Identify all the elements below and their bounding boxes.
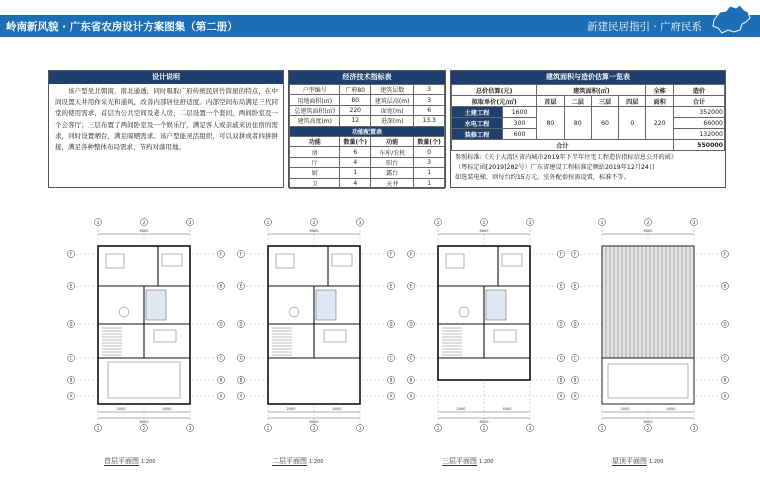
note-line: （粤标定函[2019]282号）广东省建设工程标准定额站2019年12月24日	[455, 164, 656, 171]
axis-label: A	[219, 393, 223, 399]
note-line: 如选装电梯，则每台约15万元。室外配套按需设置，标准不等。	[455, 174, 630, 181]
cell: 水电工程	[452, 118, 503, 129]
plan-title-text: 屋顶平面图	[612, 457, 647, 465]
cell: 1600	[502, 107, 536, 118]
table-subheader-row	[290, 126, 445, 136]
cost-estimate-panel	[450, 70, 726, 188]
whole-label: 全栋	[646, 85, 673, 96]
axis-label: D	[69, 321, 73, 327]
axis-label: F	[389, 251, 393, 257]
tech-indicators-title: 经济技术指标表	[289, 71, 445, 84]
axis-label: C	[559, 355, 563, 361]
cell: 80	[564, 107, 591, 140]
dimension-label: 6000	[139, 420, 149, 424]
dimension-label: 2000	[620, 407, 630, 411]
axis-label: E	[559, 283, 563, 289]
guangdong-map-logo	[710, 2, 754, 38]
dimension-label: 6000	[479, 420, 489, 424]
area-label: 建筑面积(㎡)	[537, 85, 646, 96]
plan-title-text: 三层平面图	[442, 457, 477, 465]
table-header-row	[290, 136, 445, 146]
design-description-text: 该户型坐北朝南，南北通透，同时吸取广府传统民居竹筒屋的特点，在中间设置天井用作采光和通风，改善内部居住舒适度。内部空间布局满足三代同堂的使用需求，首层为公共空间及老人房，二层设置一个套间，两间卧室及一个会客厅；三层布置了两间卧室及一个娱乐厅，满足客人或亲戚来访住宿的需求，同时设置晒台，满足晾晒需求。该户型能灵活组织，可以双拼或者四拼拼接，满足各种整体布局需求，节约对落用地。	[55, 87, 278, 152]
axis-label: E	[219, 283, 223, 289]
cost-notes	[451, 151, 725, 185]
axis-label: D	[573, 321, 577, 327]
axis-label: 2	[312, 220, 316, 225]
axis-label: F	[723, 251, 727, 257]
plan-scale: 1:200	[479, 459, 494, 465]
cell: 建筑层数	[371, 85, 414, 95]
dimension-label: 6000	[479, 229, 489, 233]
cell: 3	[414, 85, 445, 95]
dimension-label: 6000	[643, 420, 653, 424]
cell: 300	[502, 118, 536, 129]
plan-scale: 1:200	[649, 459, 664, 465]
cell: 220	[340, 105, 371, 115]
roof-outline	[602, 246, 694, 358]
axis-label: 3	[188, 426, 192, 431]
table-row	[452, 107, 725, 118]
axis-label: B	[239, 377, 243, 383]
axis-label: F	[219, 251, 223, 257]
table-row	[290, 105, 445, 115]
axis-label: F	[559, 251, 563, 257]
column-header: 四层	[619, 96, 646, 107]
plan-title-text: 首层平面图	[104, 457, 139, 465]
axis-label: E	[409, 283, 413, 289]
cell: 阳台	[371, 157, 414, 167]
axis-label: C	[389, 355, 393, 361]
plan-title-2	[272, 456, 323, 466]
dimension-label: 2000	[116, 407, 126, 411]
courtyard	[486, 290, 506, 320]
cell: 用地面积(㎡)	[290, 95, 340, 105]
cell: 房	[290, 147, 340, 157]
table-row	[290, 168, 445, 178]
axis-label: A	[573, 393, 577, 399]
tech-indicators-panel	[288, 70, 446, 188]
cell: 60	[591, 107, 618, 140]
cell: 12	[340, 116, 371, 126]
axis-label: B	[409, 377, 413, 383]
floor-plan-2	[228, 212, 404, 438]
axis-label: 2	[312, 426, 316, 431]
cost-estimate-title: 建筑面积与造价估算一览表	[451, 71, 725, 84]
cell: 6	[340, 147, 371, 157]
axis-label: 3	[528, 426, 532, 431]
plan-drawing	[58, 212, 234, 438]
plan-title-1	[104, 456, 155, 466]
cell: 车库/农机	[371, 147, 414, 157]
axis-label: E	[723, 283, 727, 289]
cell: 厨	[290, 168, 340, 178]
axis-label: D	[219, 321, 223, 327]
floor-plan-3	[398, 212, 577, 438]
axis-label: 3	[358, 220, 362, 225]
cell: 1	[414, 168, 445, 178]
plan-drawing	[559, 212, 738, 438]
column-header: 数量(个)	[340, 136, 371, 146]
axis-label: 2	[482, 220, 486, 225]
cell: 80	[537, 107, 564, 140]
axis-label: 1	[436, 426, 440, 431]
cell: 土建工程	[452, 107, 503, 118]
axis-label: C	[723, 355, 727, 361]
cell: 装修工程	[452, 129, 503, 140]
sum-label: 合计	[452, 140, 674, 151]
axis-label: 1	[600, 426, 604, 431]
floor-plan-1	[58, 212, 234, 438]
axis-label: 2	[646, 220, 650, 225]
cell: 13.3	[414, 116, 445, 126]
axis-label: 1	[96, 426, 100, 431]
roof-plan	[559, 212, 738, 438]
axis-label: D	[559, 321, 563, 327]
cell: 广府80	[340, 85, 371, 95]
axis-label: 2	[482, 426, 486, 431]
axis-label: C	[573, 355, 577, 361]
dimension-label: 2000	[456, 407, 466, 411]
courtyard	[146, 290, 166, 320]
axis-label: A	[69, 393, 73, 399]
axis-label: B	[559, 377, 563, 383]
dimension-label: 4000	[332, 407, 342, 411]
plan-scale: 1:200	[141, 459, 156, 465]
cell: 建筑高度(m)	[290, 116, 340, 126]
cell: 352000	[673, 107, 724, 118]
dimension-label: 6000	[309, 229, 319, 233]
column-header: 功能	[290, 136, 340, 146]
axis-label: 3	[358, 426, 362, 431]
cell: 0	[619, 107, 646, 140]
dimension-label: 6000	[643, 229, 653, 233]
axis-label: F	[239, 251, 243, 257]
courtyard	[316, 290, 336, 320]
cell: 3	[414, 157, 445, 167]
axis-label: 1	[96, 220, 100, 225]
design-description-panel	[48, 70, 284, 188]
header-right-title: 新建民居指引 · 广府民系	[586, 21, 702, 33]
cell: 露台	[371, 168, 414, 178]
axis-label: 1	[436, 220, 440, 225]
cell: 建筑层高(m)	[371, 95, 414, 105]
page-header	[0, 0, 760, 38]
cell: 1	[340, 168, 371, 178]
axis-label: F	[409, 251, 413, 257]
table-row	[290, 95, 445, 105]
axis-label: 1	[266, 220, 270, 225]
table-row	[290, 178, 445, 188]
axis-label: C	[69, 355, 73, 361]
cell: 卫	[290, 178, 340, 188]
plan-title-4	[612, 456, 663, 466]
total-cost-label: 总价估算(元)	[452, 85, 537, 96]
column-header: 三层	[591, 96, 618, 107]
cell: 3	[414, 95, 445, 105]
table-row	[290, 85, 445, 95]
axis-label: A	[723, 393, 727, 399]
sum-value: 550000	[673, 140, 724, 151]
plan-drawing	[228, 212, 404, 438]
axis-label: F	[69, 251, 73, 257]
axis-label: B	[219, 377, 223, 383]
axis-label: C	[239, 355, 243, 361]
cell: 600	[502, 129, 536, 140]
axis-label: 1	[266, 426, 270, 431]
axis-label: E	[389, 283, 393, 289]
axis-label: 2	[142, 220, 146, 225]
axis-label: E	[239, 283, 243, 289]
axis-label: E	[69, 283, 73, 289]
note-line: 参照标准:《关于大湾区省内城市2019年下半年住宅工程造价指标信息公开的函》	[455, 154, 678, 161]
cell: 进深(m)	[371, 116, 414, 126]
axis-label: A	[239, 393, 243, 399]
cell: 面宽(m)	[371, 105, 414, 115]
column-header: 面积	[646, 96, 673, 107]
axis-label: D	[723, 321, 727, 327]
cell: 6	[414, 105, 445, 115]
axis-label: C	[219, 355, 223, 361]
axis-label: B	[69, 377, 73, 383]
table-row	[290, 147, 445, 157]
table-row	[452, 140, 725, 151]
axis-label: 1	[600, 220, 604, 225]
plan-scale: 1:200	[309, 459, 324, 465]
unit-price-label: 拟取单价(元/㎡)	[452, 96, 537, 107]
roof-terrace	[602, 358, 694, 404]
axis-label: C	[409, 355, 413, 361]
table-row	[290, 157, 445, 167]
axis-label: B	[573, 377, 577, 383]
plan-title-text: 二层平面图	[272, 457, 307, 465]
dimension-label: 4000	[162, 407, 172, 411]
dimension-label: 4000	[502, 407, 512, 411]
axis-label: D	[239, 321, 243, 327]
dimension-label: 6000	[309, 420, 319, 424]
cell: 132000	[673, 129, 724, 140]
column-header: 首层	[537, 96, 564, 107]
axis-label: 3	[692, 220, 696, 225]
cell: 厅	[290, 157, 340, 167]
function-config-title: 功能配置表	[290, 126, 445, 136]
cell: 220	[646, 107, 673, 140]
dimension-label: 2000	[286, 407, 296, 411]
plan-drawing	[398, 212, 577, 438]
column-header: 合计	[673, 96, 724, 107]
axis-label: D	[409, 321, 413, 327]
cell: 户型编号	[290, 85, 340, 95]
axis-label: B	[389, 377, 393, 383]
dimension-label: 4000	[666, 407, 676, 411]
axis-label: D	[389, 321, 393, 327]
cell: 66000	[673, 118, 724, 129]
axis-label: B	[723, 377, 727, 383]
cell: 4	[340, 157, 371, 167]
dimension-label: 6000	[139, 229, 149, 233]
axis-label: 2	[142, 426, 146, 431]
axis-label: A	[559, 393, 563, 399]
axis-label: A	[389, 393, 393, 399]
design-description-title: 设计说明	[49, 71, 283, 84]
axis-label: 3	[188, 220, 192, 225]
column-header: 功能	[371, 136, 414, 146]
table-row	[290, 116, 445, 126]
cell: 0	[414, 147, 445, 157]
axis-label: E	[573, 283, 577, 289]
cost-estimate-table	[451, 84, 725, 151]
axis-label: 3	[528, 220, 532, 225]
header-left-title: 岭南新风貌 · 广东省农房设计方案图集（第二册）	[6, 21, 238, 33]
axis-label: 2	[646, 426, 650, 431]
column-header: 数量(个)	[414, 136, 445, 146]
plan-title-3	[442, 456, 493, 466]
cell: 天井	[371, 178, 414, 188]
column-header: 二层	[564, 96, 591, 107]
cost-label: 造价	[673, 85, 724, 96]
table-header-row	[452, 96, 725, 107]
table-header-row	[452, 85, 725, 96]
cell: 1	[414, 178, 445, 188]
cell: 4	[340, 178, 371, 188]
axis-label: F	[573, 251, 577, 257]
cell: 80	[340, 95, 371, 105]
axis-label: 3	[692, 426, 696, 431]
axis-label: A	[409, 393, 413, 399]
tech-indicators-table	[289, 84, 445, 189]
cell: 总建筑面积(㎡)	[290, 105, 340, 115]
